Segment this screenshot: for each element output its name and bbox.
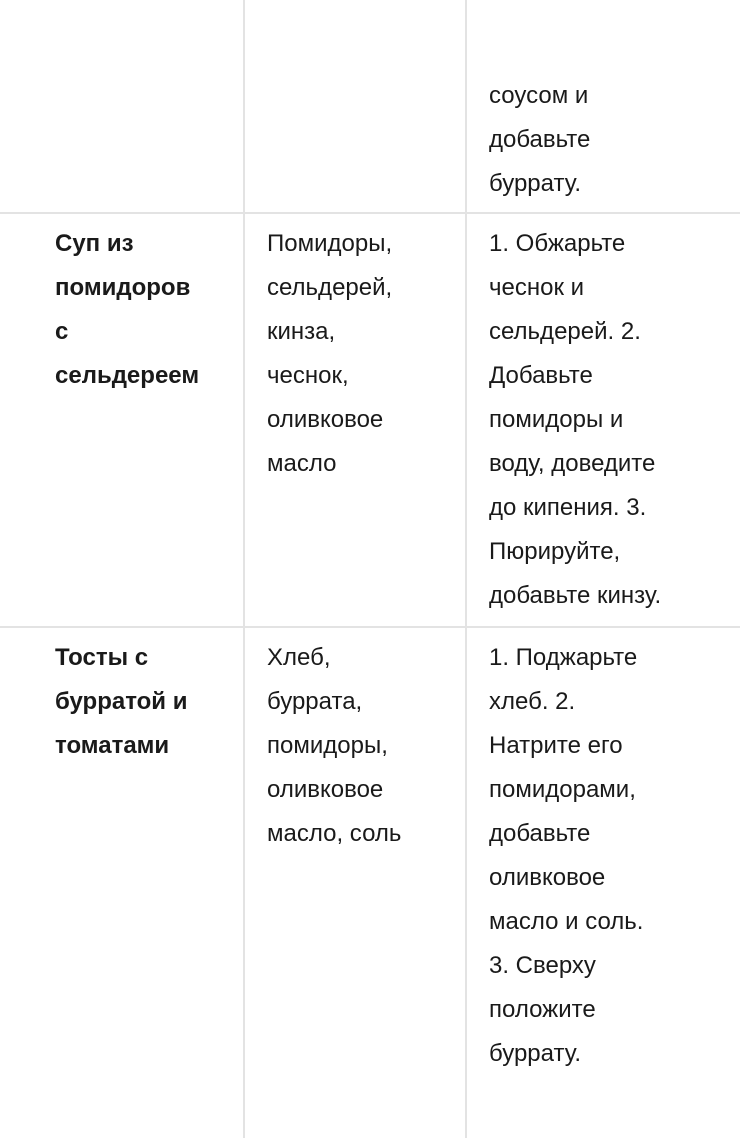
dish-name-cell: Тосты с бурратой и томатами xyxy=(55,644,188,759)
dish-name-cell: Суп из помидоров с сельдереем xyxy=(55,230,200,389)
column-divider xyxy=(243,0,245,1138)
steps-cell: соусом и добавьте буррату. xyxy=(489,82,591,197)
column-divider xyxy=(465,0,467,1138)
row-divider xyxy=(0,626,740,628)
ingredients-cell: Хлеб, буррата, помидоры, оливковое масло, соль xyxy=(267,644,402,847)
steps-cell: 1. Поджарьте хлеб. 2. Натрите его помидорами, добавьте оливковое масло и соль. 3. Сверху положите буррату. xyxy=(489,644,644,1067)
ingredients-cell: Помидоры, сельдерей, кинза, чеснок, оливковое масло xyxy=(267,230,393,477)
row-divider xyxy=(0,212,740,214)
steps-cell: 1. Обжарьте чеснок и сельдерей. 2. Добавьте помидоры и воду, доведите до кипения. 3. Пюрируйте, добавьте кинзу. xyxy=(489,230,662,609)
